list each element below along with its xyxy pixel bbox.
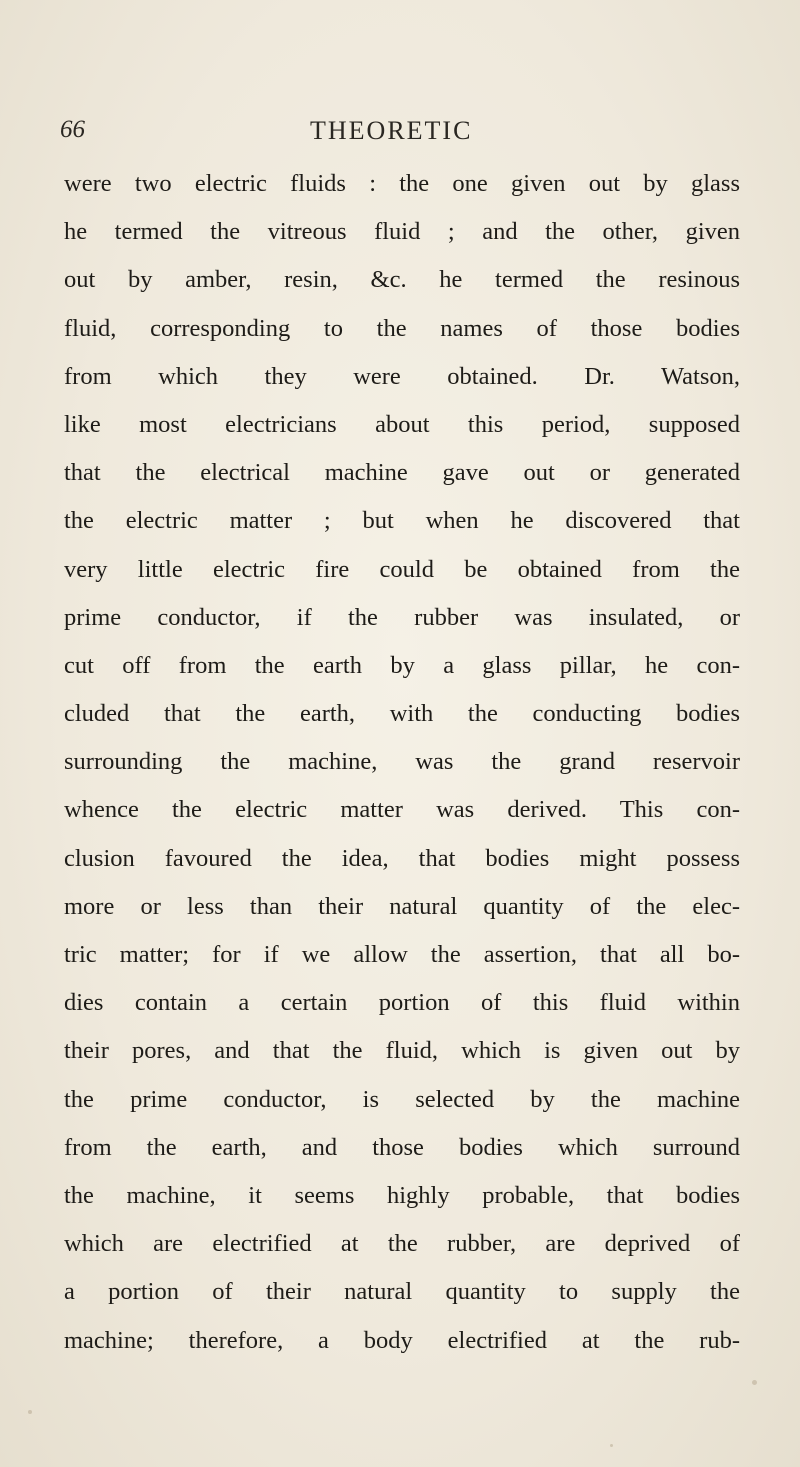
running-head bbox=[60, 116, 750, 156]
paper-speck bbox=[610, 1444, 613, 1447]
text-line: the machine, it seems highly probable, that bodies bbox=[64, 1181, 740, 1209]
text-line: the electric matter ; but when he discovered that bbox=[64, 507, 740, 535]
text-line: like most electricians about this period, supposed bbox=[64, 410, 740, 438]
page-number: 66 bbox=[60, 116, 85, 143]
text-line: that the electrical machine gave out or generated bbox=[64, 459, 740, 487]
running-title: THEORETIC bbox=[310, 116, 473, 145]
text-line: clusion favoured the idea, that bodies might possess bbox=[64, 844, 740, 872]
text-line: cluded that the earth, with the conducting bodies bbox=[64, 700, 740, 728]
text-line: tric matter; for if we allow the assertion, that all bo- bbox=[64, 941, 740, 968]
text-line: a portion of their natural quantity to supply the bbox=[64, 1278, 740, 1306]
text-line: the prime conductor, is selected by the machine bbox=[64, 1085, 740, 1113]
text-line: their pores, and that the fluid, which is given out by bbox=[64, 1037, 740, 1065]
text-line: out by amber, resin, &c. he termed the resinous bbox=[64, 266, 740, 294]
paper-speck bbox=[28, 1410, 32, 1414]
text-line: were two electric fluids : the one given out by glass bbox=[64, 170, 740, 197]
text-line: fluid, corresponding to the names of those bodies bbox=[64, 314, 740, 342]
text-line: machine; therefore, a body electrified at the rub- bbox=[64, 1326, 740, 1354]
text-line: which are electrified at the rubber, are deprived of bbox=[64, 1230, 740, 1258]
body-text bbox=[64, 160, 740, 1365]
text-line: prime conductor, if the rubber was insulated, or bbox=[64, 603, 740, 631]
text-line: more or less than their natural quantity of the elec- bbox=[64, 892, 740, 920]
text-line: surrounding the machine, was the grand reservoir bbox=[64, 748, 740, 776]
paper-speck bbox=[752, 1380, 757, 1385]
text-line: from the earth, and those bodies which surround bbox=[64, 1133, 740, 1161]
text-line: cut off from the earth by a glass pillar, he con- bbox=[64, 651, 740, 679]
text-line: he termed the vitreous fluid ; and the other, given bbox=[64, 218, 740, 246]
text-line: whence the electric matter was derived. This con- bbox=[64, 796, 740, 824]
text-line: dies contain a certain portion of this fluid within bbox=[64, 989, 740, 1017]
text-line: from which they were obtained. Dr. Watson, bbox=[64, 362, 740, 390]
text-line: very little electric fire could be obtained from the bbox=[64, 555, 740, 583]
